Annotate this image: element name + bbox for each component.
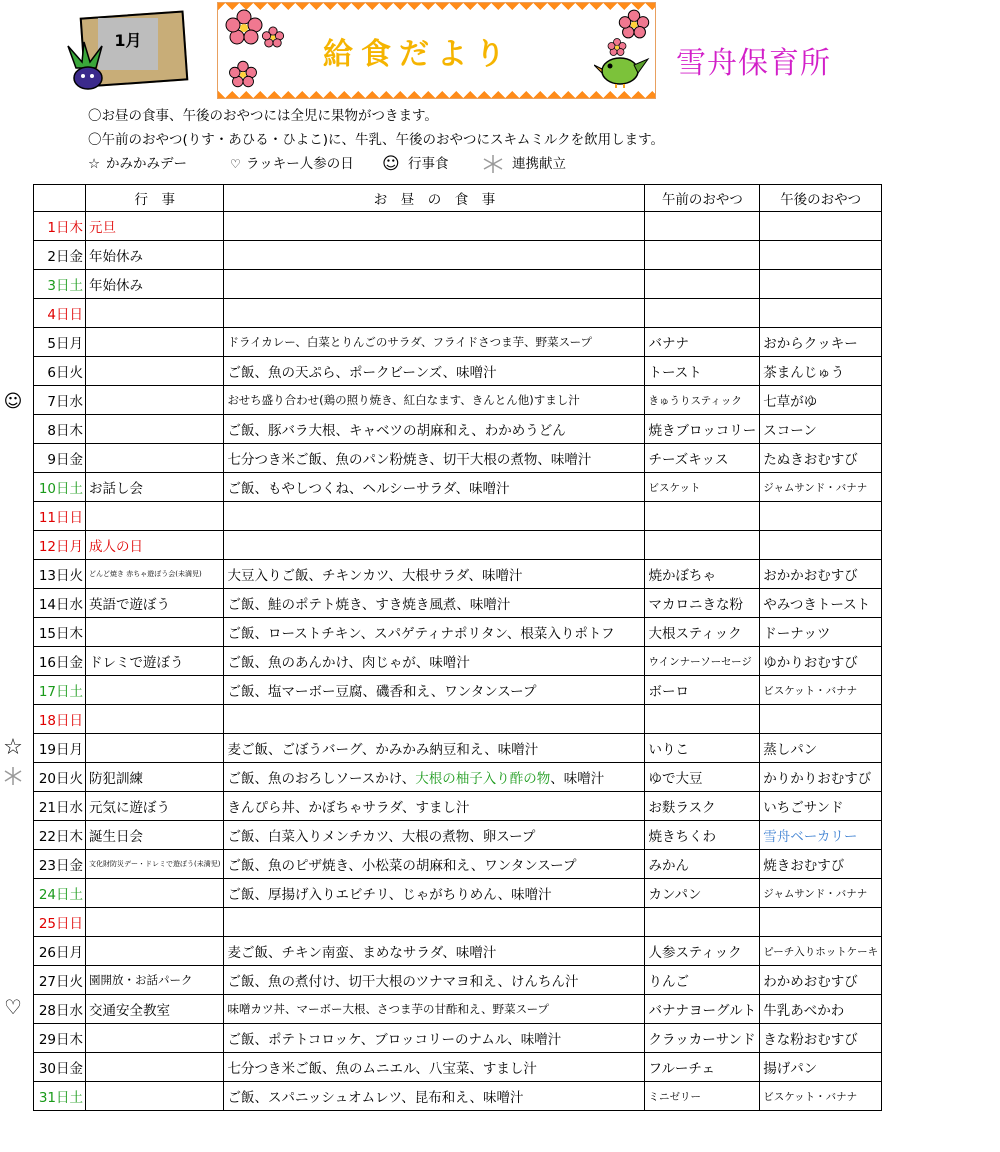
lunch-cell: [224, 705, 645, 734]
event-cell: [86, 705, 224, 734]
table-row: [34, 1024, 882, 1053]
am-snack-cell: 焼きちくわ: [645, 821, 760, 850]
lunch-cell: 麦ご飯、チキン南蛮、まめなサラダ、味噌汁: [224, 937, 645, 966]
column-header-event: 行 事: [86, 185, 224, 212]
am-snack-cell: バナナヨーグルト: [645, 995, 760, 1024]
pm-snack-cell: [760, 299, 882, 328]
pm-snack-cell: いちごサンド: [760, 792, 882, 821]
table-row: [34, 444, 882, 473]
am-snack-cell: ウインナーソーセージ: [645, 647, 760, 676]
day-cell: 3日土: [34, 270, 86, 299]
am-snack-cell: みかん: [645, 850, 760, 879]
am-snack-cell: [645, 299, 760, 328]
lunch-text: ご飯、魚のおろしソースかけ、: [227, 771, 416, 787]
am-snack-cell: カンパン: [645, 879, 760, 908]
event-cell: 防犯訓練: [86, 763, 224, 792]
pm-snack-cell: 雪舟ベーカリー: [760, 821, 882, 850]
day-cell: 8日木: [34, 415, 86, 444]
menu-table: [33, 184, 882, 1111]
table-row: [34, 589, 882, 618]
lunch-cell: [224, 502, 645, 531]
am-snack-cell: いりこ: [645, 734, 760, 763]
zigzag-border-top: [218, 3, 655, 17]
day-cell: 6日火: [34, 357, 86, 386]
event-cell: 元旦: [86, 212, 224, 241]
day-cell: 13日火: [34, 560, 86, 589]
am-snack-cell: バナナ: [645, 328, 760, 357]
table-row: [34, 270, 882, 299]
am-snack-cell: ミニゼリー: [645, 1082, 760, 1111]
day-cell: 12日月: [34, 531, 86, 560]
column-header-lunch: お 昼 の 食 事: [224, 185, 645, 212]
pm-snack-cell: きな粉おむすび: [760, 1024, 882, 1053]
pm-snack-cell: かりかりおむすび: [760, 763, 882, 792]
event-cell: 文化財防災デー・ドレミで遊ぼう(未満児): [86, 850, 224, 879]
table-row: [34, 618, 882, 647]
event-cell: [86, 299, 224, 328]
pm-snack-cell: [760, 531, 882, 560]
pm-snack-cell: 揚げパン: [760, 1053, 882, 1082]
event-cell: [86, 502, 224, 531]
month-label: 1月: [98, 18, 158, 70]
event-cell: [86, 1082, 224, 1111]
day-cell: 4日日: [34, 299, 86, 328]
table-row: [34, 908, 882, 937]
day-cell: 17日土: [34, 676, 86, 705]
pm-snack-cell: おからクッキー: [760, 328, 882, 357]
table-row: [34, 473, 882, 502]
am-snack-cell: お麩ラスク: [645, 792, 760, 821]
newsletter-banner: [217, 2, 656, 99]
am-snack-cell: [645, 502, 760, 531]
lunch-cell: ご飯、魚のピザ焼き、小松菜の胡麻和え、ワンタンスープ: [224, 850, 645, 879]
day-cell: 11日日: [34, 502, 86, 531]
smile-icon: ☺: [3, 390, 23, 412]
pm-snack-cell: スコーン: [760, 415, 882, 444]
snowflake-cooperation-icon: [3, 766, 23, 786]
pm-snack-cell: わかめおむすび: [760, 966, 882, 995]
table-row: [34, 966, 882, 995]
event-cell: 年始休み: [86, 241, 224, 270]
heart-icon: ♡: [230, 157, 241, 171]
table-row: [34, 502, 882, 531]
day-cell: 7日水: [34, 386, 86, 415]
day-cell: 22日木: [34, 821, 86, 850]
pm-snack-cell: ピーチ入りホットケーキ: [760, 937, 882, 966]
table-row: [34, 676, 882, 705]
day-cell: 9日金: [34, 444, 86, 473]
pm-snack-cell: 蒸しパン: [760, 734, 882, 763]
lunch-cell: [224, 212, 645, 241]
event-cell: [86, 937, 224, 966]
pm-snack-cell: [760, 241, 882, 270]
am-snack-cell: [645, 212, 760, 241]
event-cell: 英語で遊ぼう: [86, 589, 224, 618]
am-snack-cell: ボーロ: [645, 676, 760, 705]
table-row: [34, 937, 882, 966]
event-cell: [86, 386, 224, 415]
event-cell: [86, 734, 224, 763]
day-cell: 29日木: [34, 1024, 86, 1053]
lunch-cell: ご飯、白菜入りメンチカツ、大根の煮物、卵スープ: [224, 821, 645, 850]
pm-snack-cell: たぬきおむすび: [760, 444, 882, 473]
event-cell: [86, 618, 224, 647]
lunch-text-highlight: 大根の柚子入り酢の物: [415, 771, 551, 787]
day-cell: 20日火: [34, 763, 86, 792]
day-cell: 30日金: [34, 1053, 86, 1082]
event-cell: [86, 415, 224, 444]
pm-snack-cell: 焼きおむすび: [760, 850, 882, 879]
day-cell: 1日木: [34, 212, 86, 241]
lunch-cell: 麦ご飯、ごぼうバーグ、かみかみ納豆和え、味噌汁: [224, 734, 645, 763]
day-cell: 16日金: [34, 647, 86, 676]
day-cell: 31日土: [34, 1082, 86, 1111]
pm-snack-cell: [760, 270, 882, 299]
lunch-cell: [224, 299, 645, 328]
event-cell: [86, 879, 224, 908]
event-cell: [86, 1024, 224, 1053]
event-cell: 元気に遊ぼう: [86, 792, 224, 821]
day-cell: 2日金: [34, 241, 86, 270]
am-snack-cell: [645, 270, 760, 299]
lunch-cell: [224, 763, 645, 792]
table-row: [34, 1053, 882, 1082]
am-snack-cell: [645, 531, 760, 560]
lunch-cell: 七分つき米ご飯、魚のムニエル、八宝菜、すまし汁: [224, 1053, 645, 1082]
event-cell: 誕生日会: [86, 821, 224, 850]
day-cell: 14日水: [34, 589, 86, 618]
newsletter-title: 給食だより: [323, 37, 513, 72]
event-cell: [86, 1053, 224, 1082]
pm-snack-cell: おかかおむすび: [760, 560, 882, 589]
turnip-icon: [62, 40, 122, 92]
table-row: [34, 241, 882, 270]
school-name: 雪舟保育所: [676, 46, 831, 81]
event-cell: ドレミで遊ぼう: [86, 647, 224, 676]
plum-flower-icon: [226, 59, 260, 89]
star-icon: ☆: [3, 734, 23, 760]
lunch-cell: きんぴら丼、かぼちゃサラダ、すまし汁: [224, 792, 645, 821]
lunch-cell: ご飯、スパニッシュオムレツ、昆布和え、味噌汁: [224, 1082, 645, 1111]
event-cell: [86, 676, 224, 705]
lunch-cell: ご飯、塩マーボー豆腐、磯香和え、ワンタンスープ: [224, 676, 645, 705]
table-header: [34, 185, 882, 212]
legend: [88, 152, 664, 176]
lunch-cell: ご飯、ポテトコロッケ、ブロッコリーのナムル、味噌汁: [224, 1024, 645, 1053]
lunch-cell: ご飯、もやしつくね、ヘルシーサラダ、味噌汁: [224, 473, 645, 502]
note-milk: 〇午前のおやつ(りす・あひる・ひよこ)に、牛乳、午後のおやつにスキムミルクを飲用します。: [88, 132, 665, 148]
column-header-am-snack: 午前のおやつ: [645, 185, 760, 212]
plum-flower-small-icon: [260, 25, 286, 49]
pm-snack-cell: ジャムサンド・バナナ: [760, 473, 882, 502]
table-row: [34, 879, 882, 908]
pm-snack-cell: 七草がゆ: [760, 386, 882, 415]
event-cell: [86, 444, 224, 473]
am-snack-cell: 人参スティック: [645, 937, 760, 966]
table-row: [34, 415, 882, 444]
table-row: [34, 386, 882, 415]
am-snack-cell: 焼きブロッコリー: [645, 415, 760, 444]
table-row: [34, 357, 882, 386]
lunch-cell: 味噌カツ丼、マーボー大根、さつま芋の甘酢和え、野菜スープ: [224, 995, 645, 1024]
pm-snack-cell: ジャムサンド・バナナ: [760, 879, 882, 908]
table-row: [34, 647, 882, 676]
lunch-cell: ご飯、魚のあんかけ、肉じゃが、味噌汁: [224, 647, 645, 676]
lunch-cell: 七分つき米ご飯、魚のパン粉焼き、切干大根の煮物、味噌汁: [224, 444, 645, 473]
lunch-cell: おせち盛り合わせ(鶏の照り焼き、紅白なます、きんとん他)すまし汁: [224, 386, 645, 415]
am-snack-cell: [645, 241, 760, 270]
day-cell: 26日月: [34, 937, 86, 966]
legend-lucky-carrot: ラッキー人参の日: [246, 156, 354, 172]
lunch-cell: 大豆入りご飯、チキンカツ、大根サラダ、味噌汁: [224, 560, 645, 589]
table-row: [34, 850, 882, 879]
lunch-cell: [224, 270, 645, 299]
day-cell: 27日火: [34, 966, 86, 995]
am-snack-cell: マカロニきな粉: [645, 589, 760, 618]
am-snack-cell: ゆで大豆: [645, 763, 760, 792]
lunch-cell: ご飯、魚の天ぷら、ポークビーンズ、味噌汁: [224, 357, 645, 386]
table-row: [34, 212, 882, 241]
pm-snack-cell: 茶まんじゅう: [760, 357, 882, 386]
day-cell: 5日月: [34, 328, 86, 357]
notes-block: [88, 104, 664, 176]
am-snack-cell: トースト: [645, 357, 760, 386]
legend-cooperation-menu: 連携献立: [512, 156, 566, 172]
pm-snack-cell: やみつきトースト: [760, 589, 882, 618]
lunch-cell: [224, 908, 645, 937]
table-row: [34, 299, 882, 328]
heart-icon: ♡: [4, 995, 22, 1019]
zigzag-border-bottom: [218, 84, 655, 98]
lunch-cell: ドライカレー、白菜とりんごのサラダ、フライドさつま芋、野菜スープ: [224, 328, 645, 357]
table-row: [34, 705, 882, 734]
am-snack-cell: 焼かぼちゃ: [645, 560, 760, 589]
am-snack-cell: 大根スティック: [645, 618, 760, 647]
snowflake-cooperation-icon: [478, 153, 508, 175]
menu-body: [34, 212, 882, 1111]
table-row: [34, 821, 882, 850]
table-row: [34, 995, 882, 1024]
pm-snack-cell: [760, 908, 882, 937]
event-cell: お話し会: [86, 473, 224, 502]
pm-snack-cell: [760, 502, 882, 531]
day-cell: 24日土: [34, 879, 86, 908]
table-row: [34, 1082, 882, 1111]
lunch-cell: ご飯、豚バラ大根、キャベツの胡麻和え、わかめうどん: [224, 415, 645, 444]
day-cell: 19日月: [34, 734, 86, 763]
lunch-cell: ご飯、魚の煮付け、切干大根のツナマヨ和え、けんちん汁: [224, 966, 645, 995]
table-row: [34, 734, 882, 763]
am-snack-cell: クラッカーサンド: [645, 1024, 760, 1053]
am-snack-cell: [645, 705, 760, 734]
legend-event-meal: 行事食: [408, 156, 449, 172]
table-row: [34, 328, 882, 357]
event-cell: [86, 357, 224, 386]
legend-kamikami: かみかみデー: [106, 156, 187, 172]
pm-snack-cell: ビスケット・バナナ: [760, 676, 882, 705]
lunch-text: 、味噌汁: [550, 771, 605, 787]
table-row: [34, 531, 882, 560]
lunch-cell: [224, 531, 645, 560]
event-cell: [86, 908, 224, 937]
table-row: [34, 763, 882, 792]
event-cell: 年始休み: [86, 270, 224, 299]
day-cell: 10日土: [34, 473, 86, 502]
lunch-cell: ご飯、鮭のポテト焼き、すき焼き風煮、味噌汁: [224, 589, 645, 618]
table-row: [34, 560, 882, 589]
table-row: [34, 792, 882, 821]
am-snack-cell: りんご: [645, 966, 760, 995]
pm-snack-cell: ゆかりおむすび: [760, 647, 882, 676]
day-cell: 23日金: [34, 850, 86, 879]
day-cell: 15日木: [34, 618, 86, 647]
column-header-pm-snack: 午後のおやつ: [760, 185, 882, 212]
smile-icon: ☺: [382, 154, 400, 174]
event-cell: 交通安全教室: [86, 995, 224, 1024]
event-cell: 成人の日: [86, 531, 224, 560]
month-badge: [62, 10, 182, 90]
day-cell: 28日水: [34, 995, 86, 1024]
pm-snack-cell: ドーナッツ: [760, 618, 882, 647]
note-fruit: 〇お昼の食事、午後のおやつには全児に果物がつきます。: [88, 108, 438, 124]
am-snack-cell: [645, 908, 760, 937]
day-cell: 21日水: [34, 792, 86, 821]
am-snack-cell: ビスケット: [645, 473, 760, 502]
am-snack-cell: チーズキッス: [645, 444, 760, 473]
lunch-cell: ご飯、ローストチキン、スパゲティナポリタン、根菜入りポトフ: [224, 618, 645, 647]
star-icon: ☆: [88, 156, 101, 172]
pm-snack-cell: ビスケット・バナナ: [760, 1082, 882, 1111]
pm-snack-cell: [760, 705, 882, 734]
pm-snack-cell: 牛乳あべかわ: [760, 995, 882, 1024]
am-snack-cell: きゅうりスティック: [645, 386, 760, 415]
column-header-day: [34, 185, 86, 212]
lunch-cell: ご飯、厚揚げ入りエビチリ、じゃがちりめん、味噌汁: [224, 879, 645, 908]
am-snack-cell: フルーチェ: [645, 1053, 760, 1082]
event-cell: 園開放・お話パーク: [86, 966, 224, 995]
bird-icon: [594, 51, 650, 89]
plum-flower-icon: [616, 7, 652, 41]
day-cell: 25日日: [34, 908, 86, 937]
event-cell: [86, 328, 224, 357]
pm-snack-cell: [760, 212, 882, 241]
day-cell: 18日日: [34, 705, 86, 734]
event-cell: どんど焼き 赤ちゃ遊ぼう会(未満児): [86, 560, 224, 589]
lunch-cell: [224, 241, 645, 270]
